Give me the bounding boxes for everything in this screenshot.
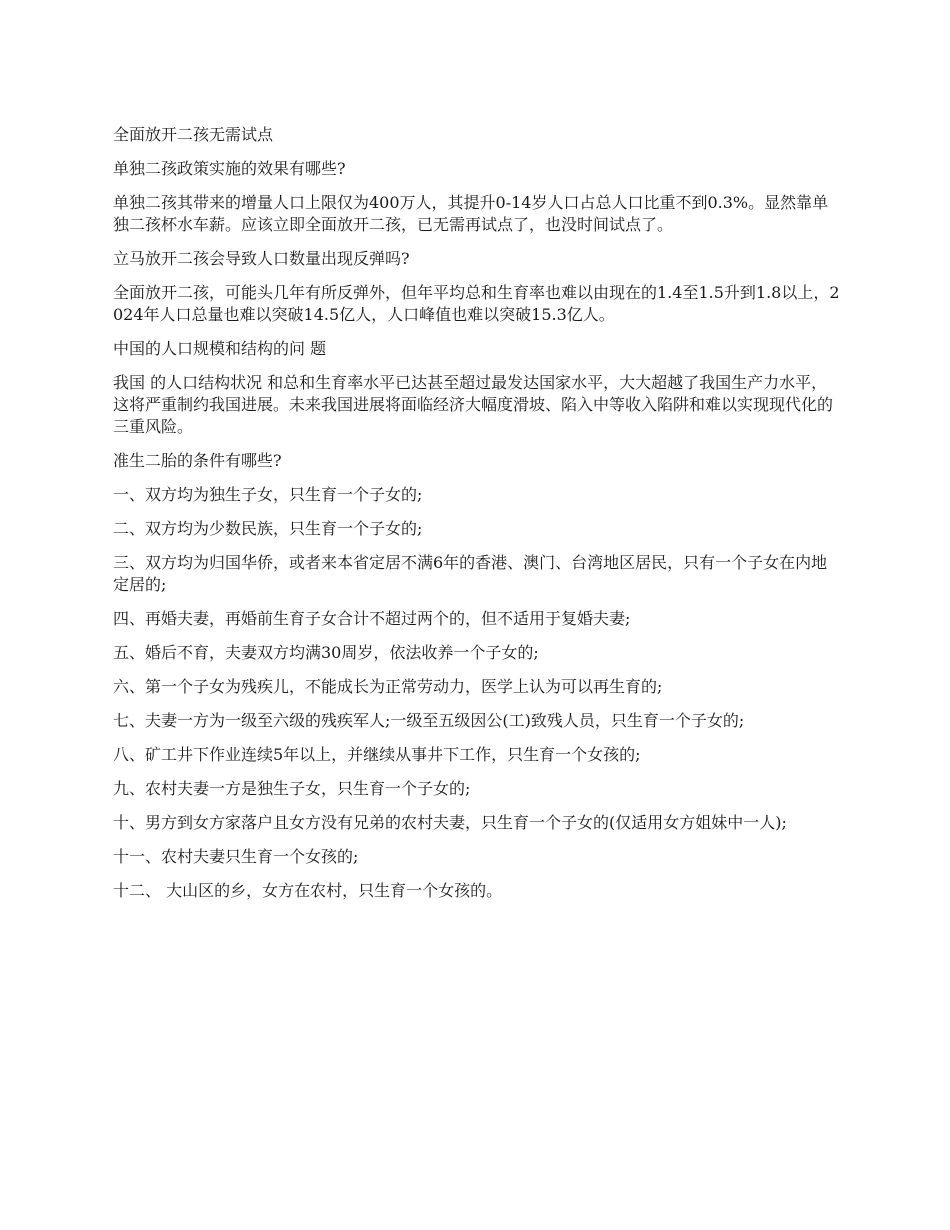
section-question: 立马放开二孩会导致人口数量出现反弹吗? — [113, 249, 410, 268]
section-heading: 中国的人口规模和结构的问 题 — [113, 339, 327, 358]
list-item: 五、婚后不育，夫妻双方均满30周岁，依法收养一个子女的; — [113, 643, 539, 662]
list-item: 十一、农村夫妻只生育一个女孩的; — [113, 847, 359, 866]
list-item: 九、农村夫妻一方是独生子女，只生育一个子女的; — [113, 779, 471, 798]
list-item: 三、双方均为归国华侨，或者来本省定居不满6年的香港、澳门、台湾地区居民，只有一个子女在内地定居的; — [113, 553, 828, 594]
list-item: 六、第一个子女为残疾儿，不能成长为正常劳动力，医学上认为可以再生育的; — [113, 677, 663, 696]
list-item: 八、矿工井下作业连续5年以上，并继续从事井下工作，只生育一个女孩的; — [113, 745, 641, 764]
list-item: 四、再婚夫妻，再婚前生育子女合计不超过两个的，但不适用于复婚夫妻; — [113, 609, 631, 628]
list-item: 七、夫妻一方为一级至六级的残疾军人;一级至五级因公(工)致残人员，只生育一个子女的; — [113, 711, 745, 730]
document-body — [113, 124, 843, 914]
list-item: 十二、 大山区的乡，女方在农村，只生育一个女孩的。 — [113, 881, 503, 900]
list-item: 十、男方到女方家落户且女方没有兄弟的农村夫妻，只生育一个子女的(仅适用女方姐妹中一人); — [113, 813, 787, 832]
list-item: 二、双方均为少数民族，只生育一个子女的; — [113, 519, 423, 538]
list-item: 一、双方均为独生子女，只生育一个子女的; — [113, 485, 423, 504]
body-paragraph: 单独二孩其带来的增量人口上限仅为400万人，其提升0-14岁人口占总人口比重不到0.3%。显然靠单独二孩杯水车薪。应该立即全面放开二孩，已无需再试点了，也没时间试点了。 — [113, 193, 829, 234]
section-question: 准生二胎的条件有哪些? — [113, 451, 282, 470]
section-question: 单独二孩政策实施的效果有哪些? — [113, 159, 346, 178]
document-title: 全面放开二孩无需试点 — [113, 125, 274, 144]
body-paragraph: 我国 的人口结构状况 和总和生育率水平已达甚至超过最发达国家水平，大大超越了我国生产力水平，这将严重制约我国进展。未来我国进展将面临经济大幅度滑坡、陷入中等收入陷阱和难以实现现代化的三重风险。 — [113, 373, 834, 436]
body-paragraph: 全面放开二孩，可能头几年有所反弹外，但年平均总和生育率也难以由现在的1.4至1.5升到1.8以上，2024年人口总量也难以突破14.5亿人，人口峰值也难以突破15.3亿人。 — [113, 283, 840, 324]
